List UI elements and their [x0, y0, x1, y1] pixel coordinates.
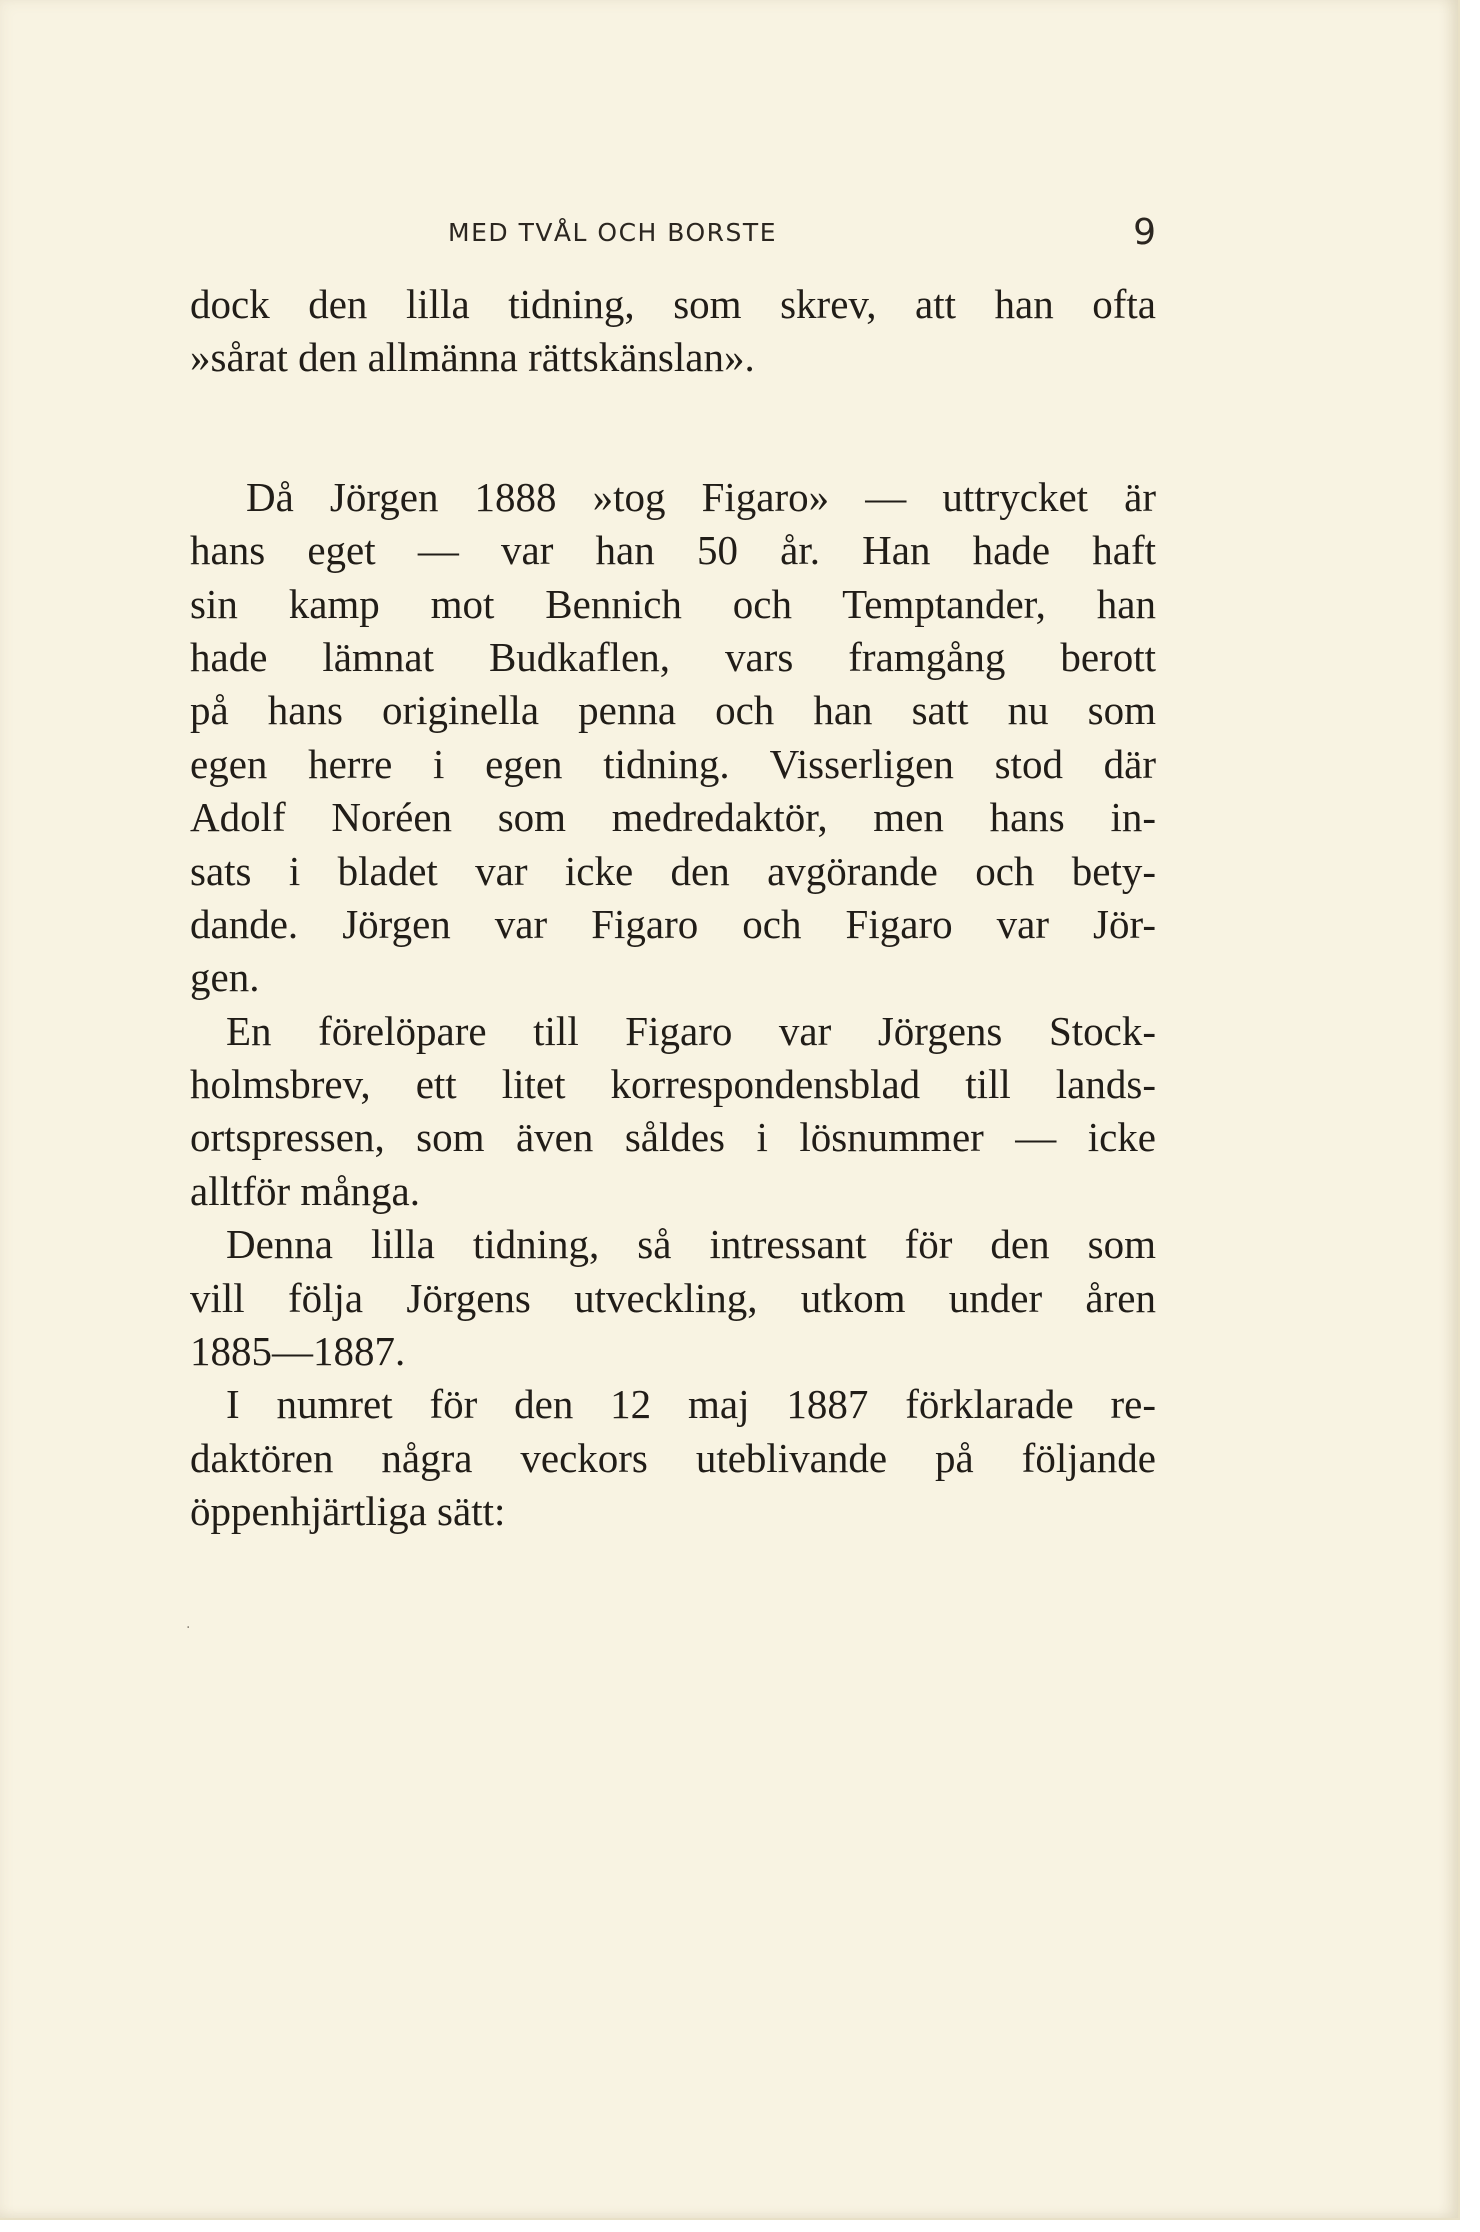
text-line: på hans originella penna och han satt nu som [190, 687, 1156, 734]
text-line: Adolf Noréen som medredaktör, men hans in- [190, 794, 1156, 841]
text-line: hans eget — var han 50 år. Han hade haft [190, 527, 1156, 574]
text-line: holmsbrev, ett litet korrespondensblad till lands- [190, 1061, 1156, 1108]
text-line: 1885—1887. [190, 1328, 406, 1375]
text-line: dock den lilla tidning, som skrev, att han ofta [190, 281, 1156, 327]
text-line: Då Jörgen 1888 »tog Figaro» — uttrycket är [246, 473, 1156, 520]
text-line: ortspressen, som även såldes i lösnummer — icke [190, 1114, 1156, 1161]
text-line: öppenhjärtliga sätt: [190, 1488, 506, 1535]
text-line: sats i bladet var icke den avgörande och bety- [190, 847, 1156, 894]
running-head [190, 212, 1156, 262]
text-line: sin kamp mot Bennich och Temptander, han [190, 580, 1156, 627]
paper-speck: · [186, 1620, 191, 1636]
running-title: MED TVÅL OCH BORSTE [448, 218, 777, 247]
text-line: »sårat den allmänna rättskänslan». [190, 334, 755, 381]
text-line: dande. Jörgen var Figaro och Figaro var Jör- [190, 900, 1156, 947]
text-line: gen. [190, 954, 260, 1001]
text-line: daktören några veckors uteblivande på följande [190, 1434, 1156, 1481]
text-line: hade lämnat Budkaflen, vars framgång berott [190, 633, 1156, 680]
text-line: Denna lilla tidning, så intressant för den som [226, 1221, 1156, 1268]
body-text [190, 278, 1156, 1539]
page-number: 9 [1133, 212, 1156, 253]
section-break [190, 385, 1156, 471]
text-line: vill följa Jörgens utveckling, utkom under åren [190, 1274, 1156, 1321]
text-line: egen herre i egen tidning. Visserligen stod där [190, 740, 1156, 787]
text-line: En förelöpare till Figaro var Jörgens Stock- [226, 1007, 1156, 1054]
text-line: I numret för den 12 maj 1887 förklarade re- [226, 1381, 1156, 1428]
text-line: alltför många. [190, 1167, 420, 1214]
